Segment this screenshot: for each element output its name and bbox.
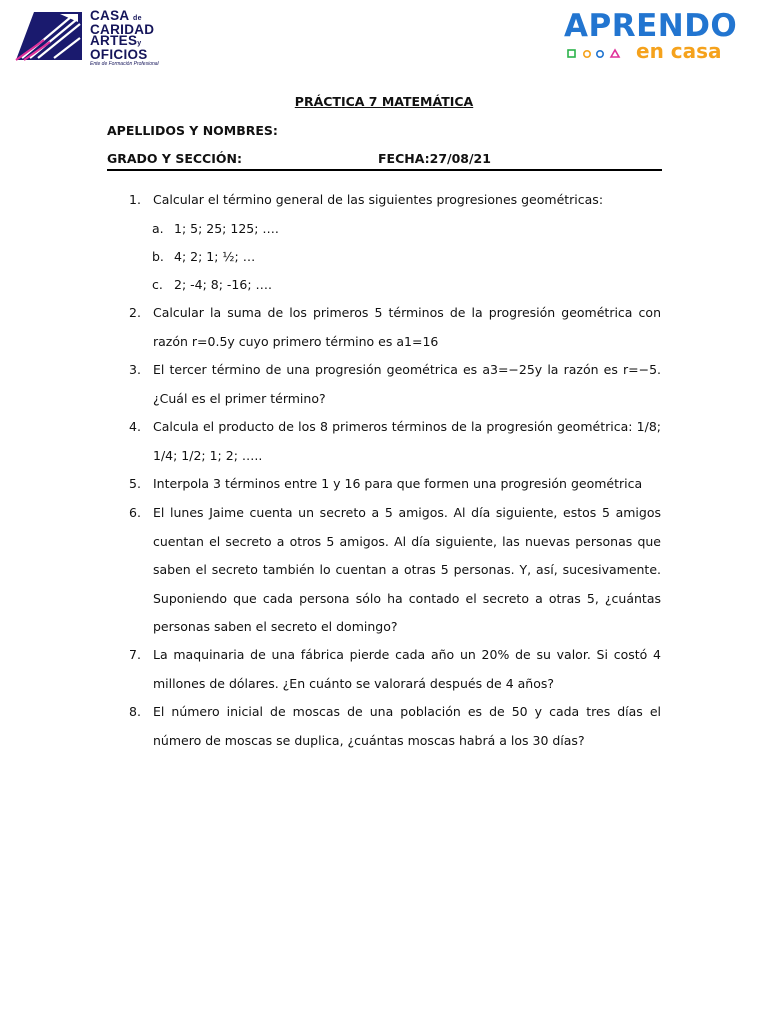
question-text: Calcula el producto de los 8 primeros términos de la progresión geométrica: 1/8; 1/4; 1/2; 1; 2; ….. — [153, 419, 661, 463]
aprendo-wordmark: APRENDO — [564, 8, 738, 44]
question-text: Calcular la suma de los primeros 5 términos de la progresión geométrica con razón r=0.5y cuyo primero término es a1=16 — [153, 305, 661, 349]
question-number: 5. — [129, 476, 141, 491]
question-text: Interpola 3 términos entre 1 y 16 para que formen una progresión geométrica — [153, 476, 643, 491]
date-label: FECHA:27/08/21 — [378, 151, 491, 166]
question-number: 8. — [129, 704, 141, 719]
page-title: PRÁCTICA 7 MATEMÁTICA — [294, 94, 474, 109]
subitem — [152, 249, 255, 264]
logo-tagline: Ente de Formación Profesional — [90, 61, 159, 67]
aprendo-en-casa-logo — [564, 10, 742, 66]
question-text: Calcular el término general de las siguientes progresiones geométricas: — [153, 192, 604, 207]
subitem-text: 4; 2; 1; ½; … — [174, 249, 256, 264]
logo-line-artes: ARTESy — [90, 33, 142, 48]
question-number: 6. — [129, 505, 141, 520]
subitem-text: 1; 5; 25; 125; …. — [174, 221, 279, 236]
question-number: 2. — [129, 305, 141, 320]
question-item — [107, 698, 661, 755]
subitem — [152, 221, 279, 236]
logo-line-caridad: CARIDAD — [90, 22, 155, 37]
subitem — [152, 277, 272, 292]
question-text: El tercer término de una progresión geométrica es a3=−25y la razón es r=−5. ¿Cuál es el primer término? — [153, 362, 661, 406]
subitem-letter: b. — [152, 249, 164, 264]
logo-line-casa: CASA de — [90, 8, 142, 23]
casa-caridad-logo — [14, 10, 189, 66]
subitem-text: 2; -4; 8; -16; …. — [174, 277, 272, 292]
question-text: El lunes Jaime cuenta un secreto a 5 amigos. Al día siguiente, estos 5 amigos cuentan el secreto a otros 5 amigos. Al día siguiente, las nuevas personas que saben el secreto también lo cuentan a otras 5 personas. Y, así, sucesivamente. Suponiendo que cada persona sólo ha contado el secreto a otras 5, ¿cuántas personas saben el secreto el domingo? — [153, 505, 661, 634]
question-number: 3. — [129, 362, 141, 377]
grade-label: GRADO Y SECCIÓN: — [107, 151, 242, 166]
header-divider — [107, 169, 662, 171]
colored-shapes-icon — [567, 48, 629, 60]
question-item — [107, 356, 661, 413]
subitem-letter: a. — [152, 221, 164, 236]
casa-caridad-emblem-icon — [14, 10, 84, 62]
name-label: APELLIDOS Y NOMBRES: — [107, 123, 278, 138]
question-number: 1. — [129, 192, 141, 207]
question-text: La maquinaria de una fábrica pierde cada año un 20% de su valor. Si costó 4 millones de dólares. ¿En cuánto se valorará después de 4 años? — [153, 647, 661, 691]
en-casa-wordmark: en casa — [636, 39, 722, 63]
question-number: 7. — [129, 647, 141, 662]
question-item — [107, 186, 661, 215]
question-item — [107, 413, 661, 470]
question-item — [107, 499, 661, 642]
subitem-letter: c. — [152, 277, 163, 292]
question-item — [107, 299, 661, 356]
question-item — [107, 641, 661, 698]
logo-line-oficios: OFICIOS — [90, 47, 148, 62]
question-text: El número inicial de moscas de una población es de 50 y cada tres días el número de moscas se duplica, ¿cuántas moscas habrá a los 30 días? — [153, 704, 661, 748]
question-number: 4. — [129, 419, 141, 434]
question-item — [107, 470, 661, 499]
